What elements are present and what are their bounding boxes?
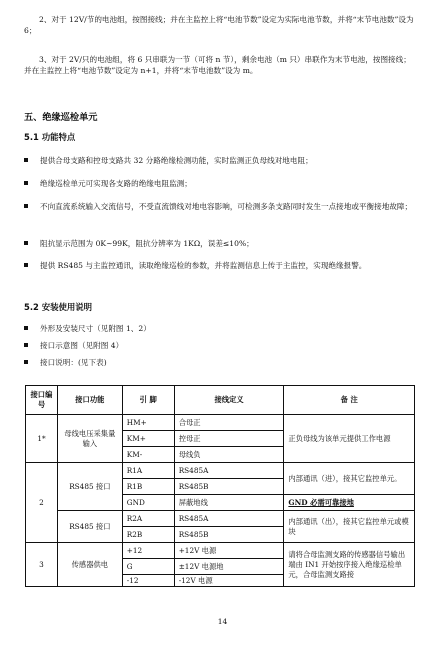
bullet-square-icon xyxy=(24,343,28,347)
pin-cell: G xyxy=(122,559,174,575)
pin-cell: KM- xyxy=(122,447,174,463)
subsection-title-5-1: 5.1 功能特点 xyxy=(24,132,76,142)
interface-function: 母线电压采集量输入 xyxy=(57,415,122,463)
pin-cell: HM+ xyxy=(122,415,174,431)
bullet-text: 不向直流系统输入交流信号，不受直流馈线对地电容影响，可检测多条支路同时发生一点接地或平衡接地故障； xyxy=(40,202,413,211)
header-cell: 接线定义 xyxy=(174,386,284,415)
paragraph-2v: 3、对于 2V/只的电池组，将 6 只串联为一节（可将 n 节），剩余电池（m 只）串联作为末节电池，按图接线；并在主监控上将“电池节数”设定为 n+1，并将“末节电池数”设为 m。 xyxy=(24,55,411,75)
table-header-row xyxy=(26,386,415,415)
header-cell: 引 脚 xyxy=(122,386,174,415)
header-cell: 接口功能 xyxy=(57,386,122,415)
wiring-cell: 屏蔽地线 xyxy=(174,495,284,511)
pin-cell: KM+ xyxy=(122,431,174,447)
note-cell: 请将合母监测支路的传感器信号输出端由 IN1 开始按序接入绝缘巡检单元，合母监测支路接 xyxy=(284,543,415,587)
table-row xyxy=(26,543,415,559)
note-cell-ground-warning: GND 必需可靠接地 xyxy=(284,495,415,511)
table-row xyxy=(26,415,415,431)
interface-number: 3 xyxy=(26,543,58,587)
bullet-item xyxy=(24,323,414,334)
pin-cell: R1A xyxy=(122,463,174,479)
wiring-cell: RS485B xyxy=(174,527,284,543)
note-cell: 内部通讯（出），接其它监控单元或模块 xyxy=(284,511,415,543)
wiring-cell: 控母正 xyxy=(174,431,284,447)
bullet-item xyxy=(24,178,414,189)
interface-function: RS485 接口 xyxy=(57,511,122,543)
wiring-cell: +12V 电源 xyxy=(174,543,284,559)
table-row xyxy=(26,463,415,479)
bullet-item xyxy=(24,340,414,351)
bullet-square-icon xyxy=(24,181,28,185)
bullet-square-icon xyxy=(24,360,28,364)
subsection-title-5-2: 5.2 安装使用说明 xyxy=(24,302,93,312)
pin-cell: -12 xyxy=(122,575,174,587)
note-cell: 正负母线为该单元提供工作电源 xyxy=(284,415,415,463)
wiring-cell: RS485A xyxy=(174,511,284,527)
wiring-cell: -12V 电源 xyxy=(174,575,284,587)
bullet-text: 接口示意图（见附图 4） xyxy=(40,341,124,350)
bullet-item xyxy=(24,155,414,166)
bullet-text: 绝缘巡检单元可实现各支路的绝缘电阻监测； xyxy=(40,179,192,188)
wiring-cell: 合母正 xyxy=(174,415,284,431)
bullet-text: 提供 RS485 与主监控通讯，读取绝缘巡检的参数，并将监测信息上传于主监控，实现绝缘报警。 xyxy=(40,261,367,270)
bullet-square-icon xyxy=(24,158,28,162)
wiring-cell: ±12V 电源地 xyxy=(174,559,284,575)
interface-function: RS485 接口 xyxy=(57,463,122,511)
pin-cell: GND xyxy=(122,495,174,511)
bullet-square-icon xyxy=(24,204,28,208)
bullet-square-icon xyxy=(24,326,28,330)
bullet-text: 提供合母支路和控母支路共 32 分路绝缘检测功能，实时监测正负母线对地电阻； xyxy=(40,156,313,165)
bullet-text: 接口说明：(见下表) xyxy=(40,358,107,367)
bullet-item xyxy=(24,260,414,282)
interface-function: 传感器供电 xyxy=(57,543,122,587)
bullet-square-icon xyxy=(24,263,28,267)
wiring-cell: 母线负 xyxy=(174,447,284,463)
pin-cell: R1B xyxy=(122,479,174,495)
table-row xyxy=(26,511,415,527)
bullet-item xyxy=(24,238,414,249)
bullet-square-icon xyxy=(24,241,28,245)
bullet-item xyxy=(24,201,414,223)
wiring-cell: RS485A xyxy=(174,463,284,479)
bullet-text: 外形及安装尺寸（见附图 1、2） xyxy=(40,324,151,333)
note-cell: 内部通讯（进），接其它监控单元。 xyxy=(284,463,415,495)
section-title: 五、绝缘巡检单元 xyxy=(24,112,98,123)
page-number: 14 xyxy=(217,617,228,626)
header-cell: 备 注 xyxy=(284,386,415,415)
interface-number: 2 xyxy=(26,463,58,543)
interface-table xyxy=(25,385,415,587)
pin-cell: R2A xyxy=(122,511,174,527)
pin-cell: +12 xyxy=(122,543,174,559)
bullet-text: 阻抗显示范围为 0K~99K，阻抗分辨率为 1KΩ，误差≤10%； xyxy=(40,239,254,248)
interface-number: 1* xyxy=(26,415,58,463)
header-cell: 接口编号 xyxy=(26,386,58,415)
paragraph-12v: 2、对于 12V/节的电池组，按图接线；并在主监控上将“电池节数”设定为实际电池节数，并将“末节电池数”设为 6； xyxy=(24,15,414,35)
pin-cell: R2B xyxy=(122,527,174,543)
bullet-item xyxy=(24,357,414,368)
wiring-cell: RS485B xyxy=(174,479,284,495)
